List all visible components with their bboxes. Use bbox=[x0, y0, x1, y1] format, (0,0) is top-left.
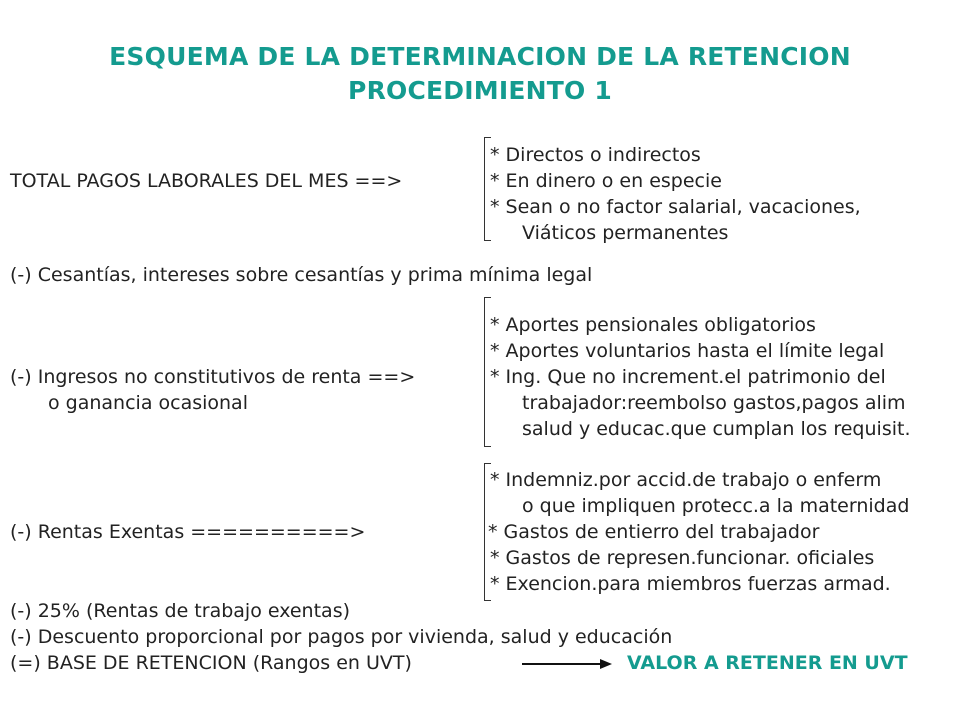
list-item: * Directos o indirectos bbox=[490, 144, 701, 166]
list-item: * Indemniz.por accid.de trabajo o enferm bbox=[490, 469, 882, 491]
list-item: salud y educac.que cumplan los requisit. bbox=[522, 418, 911, 440]
list-item: Viáticos permanentes bbox=[522, 222, 729, 244]
page-title-line2: PROCEDIMIENTO 1 bbox=[348, 76, 612, 105]
rentas-exentas-label: (-) Rentas Exentas ==========> bbox=[10, 521, 366, 543]
list-item: * Gastos de represen.funcionar. oficiales bbox=[490, 547, 875, 569]
list-item: * Aportes pensionales obligatorios bbox=[490, 314, 816, 336]
list-item: * Exencion.para miembros fuerzas armad. bbox=[490, 573, 891, 595]
total-pagos-label: TOTAL PAGOS LABORALES DEL MES ==> bbox=[10, 170, 403, 192]
cesantias-label: (-) Cesantías, intereses sobre cesantías y prima mínima legal bbox=[10, 264, 593, 286]
list-item: * Sean o no factor salarial, vacaciones, bbox=[490, 196, 861, 218]
base-retencion-line: (=) BASE DE RETENCION (Rangos en UVT) bbox=[10, 652, 412, 674]
list-item: o que impliquen protecc.a la maternidad bbox=[522, 495, 910, 517]
list-item: trabajador:reembolso gastos,pagos alim bbox=[522, 392, 906, 414]
valor-a-retener-result: VALOR A RETENER EN UVT bbox=[627, 652, 908, 674]
arrow-right-icon bbox=[522, 663, 602, 665]
list-item: * Gastos de entierro del trabajador bbox=[488, 521, 820, 543]
ingresos-label-cont: o ganancia ocasional bbox=[48, 392, 248, 414]
list-item: * En dinero o en especie bbox=[490, 170, 722, 192]
page-title-line1: ESQUEMA DE LA DETERMINACION DE LA RETENCION bbox=[109, 42, 851, 71]
list-item: * Ing. Que no increment.el patrimonio del bbox=[490, 366, 886, 388]
list-item: * Aportes voluntarios hasta el límite legal bbox=[490, 340, 885, 362]
descuento-line: (-) Descuento proporcional por pagos por vivienda, salud y educación bbox=[10, 626, 673, 648]
rentas-trabajo-exentas-line: (-) 25% (Rentas de trabajo exentas) bbox=[10, 600, 351, 622]
ingresos-label: (-) Ingresos no constitutivos de renta ==> bbox=[10, 366, 416, 388]
arrow-head-icon bbox=[600, 659, 612, 669]
